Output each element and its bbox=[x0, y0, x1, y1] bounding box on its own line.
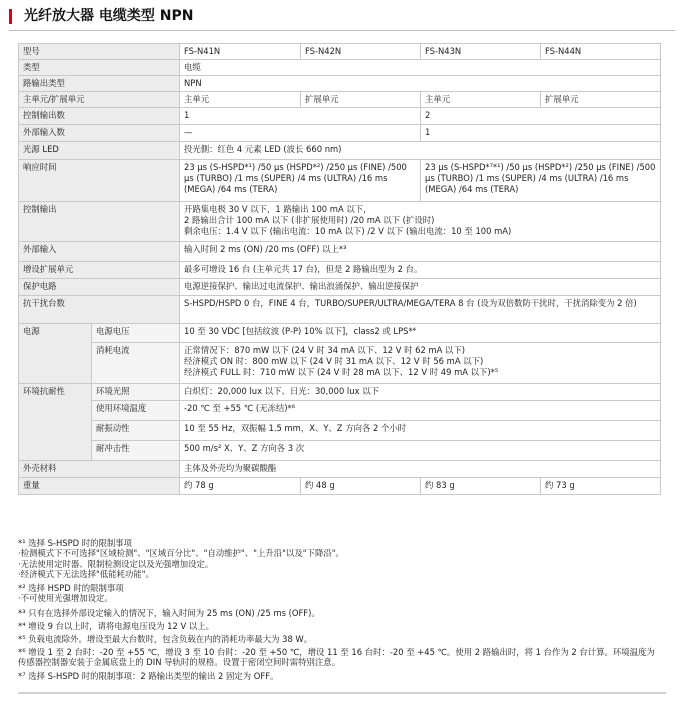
cell-value: 投光側：红色 4 元素 LED (波长 660 nm) bbox=[180, 142, 661, 160]
row-label: 外部输入数 bbox=[19, 125, 180, 142]
cell-model-4: FS-N44N bbox=[541, 44, 661, 60]
cell-value: 1 bbox=[421, 125, 661, 142]
cell-value: NPN bbox=[180, 76, 661, 92]
cell-weight-4: 约 73 g bbox=[541, 478, 661, 495]
cell-value: — bbox=[180, 125, 421, 142]
cell-value: 23 µs (S-HSPD*¹) /50 µs (HSPD*²) /250 µs (FINE) /500 µs (TURBO) /1 ms (SUPER) /4 ms (ULTRA) /16 ms (MEGA) /64 ms (TERA) bbox=[180, 160, 421, 202]
row-power-consumption bbox=[19, 343, 661, 384]
cell-model-3: FS-N43N bbox=[421, 44, 541, 60]
row-label: 增设扩展单元 bbox=[19, 262, 180, 279]
row-label: 光源 LED bbox=[19, 142, 180, 160]
row-interference bbox=[19, 296, 661, 324]
sub-label: 耐冲击性 bbox=[92, 441, 180, 461]
cell-value: 正常情况下：870 mW 以下 (24 V 时 34 mA 以下、12 V 时 62 mA 以下) 经济模式 ON 时：800 mW 以下 (24 V 时 31 mA 以下、12 V 时 56 mA 以下) 经济模式 FULL 时：710 mW 以下 (24 V 时 28 mA 以下、12 V 时 49 mA 以下)*⁵ bbox=[180, 343, 661, 384]
row-control-output bbox=[19, 202, 661, 242]
sub-label: 消耗电流 bbox=[92, 343, 180, 384]
row-light-source bbox=[19, 142, 661, 160]
row-type bbox=[19, 60, 661, 76]
row-label: 控制输出 bbox=[19, 202, 180, 242]
sub-label: 使用环境温度 bbox=[92, 401, 180, 421]
cell-value: 500 m/s² X、Y、Z 方向各 3 次 bbox=[180, 441, 661, 461]
row-model bbox=[19, 44, 661, 60]
row-unit bbox=[19, 92, 661, 108]
cell-value: 输入时间 2 ms (ON) /20 ms (OFF) 以上*³ bbox=[180, 242, 661, 262]
cell-value: 白炽灯：20,000 lux 以下、日光：30,000 lux 以下 bbox=[180, 384, 661, 401]
cell-model-2: FS-N42N bbox=[301, 44, 421, 60]
footnote-6: *⁶ 增设 1 至 2 台时：-20 至 +55 ℃，增设 3 至 10 台时：-20 至 +50 ℃，增设 11 至 16 台时：-20 至 +45 ℃。使用 2 路输出时，将 1 台作为 2 台计算。环境温度为传感器控制器安装于金属底盘上的 DIN 导轨时的规格。设置于密闭空间时需特别注意。 bbox=[18, 647, 655, 668]
cell-value: 开路集电极 30 V 以下，1 路输出 100 mA 以下， 2 路输出合计 100 mA 以下 (非扩展使用时) /20 mA 以下 (扩设时) 剩余电压：1.4 V 以下 (输出电流：10 mA 以下) /2 V 以下 (输出电流：10 至 100 mA) bbox=[180, 202, 661, 242]
row-label: 保护电路 bbox=[19, 279, 180, 296]
row-label: 电源 bbox=[19, 324, 92, 384]
row-label: 抗干扰台数 bbox=[19, 296, 180, 324]
cell-unit-1: 主单元 bbox=[180, 92, 301, 108]
page-title: 光纤放大器 电缆类型 NPN bbox=[24, 8, 194, 24]
row-weight bbox=[19, 478, 661, 495]
row-env-light bbox=[19, 384, 661, 401]
row-label: 环境抗耐性 bbox=[19, 384, 92, 461]
footnote-5: *⁵ 负载电流除外。增设至最大台数时，包含负载在内的消耗功率最大为 38 W。 bbox=[18, 634, 313, 644]
row-label: 控制输出数 bbox=[19, 108, 180, 125]
row-label: 重量 bbox=[19, 478, 180, 495]
footnote-4: *⁴ 增设 9 台以上时，请将电源电压设为 12 V 以上。 bbox=[18, 621, 214, 631]
title-accent-mark bbox=[9, 9, 12, 24]
cell-value: 10 至 30 VDC [包括纹波 (P-P) 10% 以下]，class2 或 LPS*⁴ bbox=[180, 324, 661, 343]
row-label: 主单元/扩展单元 bbox=[19, 92, 180, 108]
row-label: 外壳材料 bbox=[19, 461, 180, 478]
cell-weight-2: 约 48 g bbox=[301, 478, 421, 495]
cell-model-1: FS-N41N bbox=[180, 44, 301, 60]
cell-unit-4: 扩展单元 bbox=[541, 92, 661, 108]
bottom-divider bbox=[18, 692, 666, 694]
cell-value: 10 至 55 Hz，双振幅 1.5 mm，X、Y、Z 方向各 2 个小时 bbox=[180, 421, 661, 441]
spec-table bbox=[18, 43, 661, 495]
row-response-time bbox=[19, 160, 661, 202]
row-expansion bbox=[19, 262, 661, 279]
cell-unit-3: 主单元 bbox=[421, 92, 541, 108]
footnote-7: *⁷ 选择 S-HSPD 时的限制事项：2 路输出类型的输出 2 固定为 OFF。 bbox=[18, 671, 279, 681]
sub-label: 电源电压 bbox=[92, 324, 180, 343]
row-label: 类型 bbox=[19, 60, 180, 76]
footnote-1: *¹ 选择 S-HSPD 时的限制事项 ·检测模式下不可选择"区域检测"、"区域百分比"、"自动维护"、"上升沿"以及"下降沿"。 ·无法使用定时器、限制检测设定以及光强增加设定。 ·经济模式下无法选择"低能耗功能"。 bbox=[18, 538, 344, 580]
row-label: 响应时间 bbox=[19, 160, 180, 202]
cell-unit-2: 扩展单元 bbox=[301, 92, 421, 108]
cell-weight-1: 约 78 g bbox=[180, 478, 301, 495]
row-external-input bbox=[19, 242, 661, 262]
row-power-voltage bbox=[19, 324, 661, 343]
row-material bbox=[19, 461, 661, 478]
row-label: 型号 bbox=[19, 44, 180, 60]
footnote-2: *² 选择 HSPD 时的限制事项 ·不可使用光强增加设定。 bbox=[18, 583, 124, 604]
cell-value: S-HSPD/HSPD 0 台，FINE 4 台，TURBO/SUPER/ULTRA/MEGA/TERA 8 台 (设为双倍数防干扰时，干扰消除变为 2 倍) bbox=[180, 296, 661, 324]
row-label: 外部输入 bbox=[19, 242, 180, 262]
sub-label: 耐振动性 bbox=[92, 421, 180, 441]
footnote-3: *³ 只有在选择外部设定输入的情况下，输入时间为 25 ms (ON) /25 ms (OFF)。 bbox=[18, 608, 320, 618]
row-external-inputs bbox=[19, 125, 661, 142]
sub-label: 环境光照 bbox=[92, 384, 180, 401]
cell-value: 1 bbox=[180, 108, 421, 125]
cell-value: 2 bbox=[421, 108, 661, 125]
row-env-temp bbox=[19, 401, 661, 421]
cell-value: -20 ℃ 至 +55 ℃ (无冻结)*⁶ bbox=[180, 401, 661, 421]
row-env-shock bbox=[19, 441, 661, 461]
cell-value: 电源逆接保护、输出过电流保护、输出浪涌保护、输出逆接保护 bbox=[180, 279, 661, 296]
title-bar bbox=[9, 0, 675, 31]
cell-value: 23 µs (S-HSPD*⁷*¹) /50 µs (HSPD*²) /250 µs (FINE) /500 µs (TURBO) /1 ms (SUPER) /4 ms (ULTRA) /16 ms (MEGA) /64 ms (TERA) bbox=[421, 160, 661, 202]
cell-weight-3: 约 83 g bbox=[421, 478, 541, 495]
row-output-type bbox=[19, 76, 661, 92]
row-env-vibration bbox=[19, 421, 661, 441]
cell-value: 电缆 bbox=[180, 60, 661, 76]
cell-value: 最多可增设 16 台 (主单元共 17 台)，但是 2 路输出型为 2 台。 bbox=[180, 262, 661, 279]
row-protection bbox=[19, 279, 661, 296]
cell-value: 主体及外壳均为聚碳酸酯 bbox=[180, 461, 661, 478]
row-label: 路输出类型 bbox=[19, 76, 180, 92]
row-control-outputs bbox=[19, 108, 661, 125]
